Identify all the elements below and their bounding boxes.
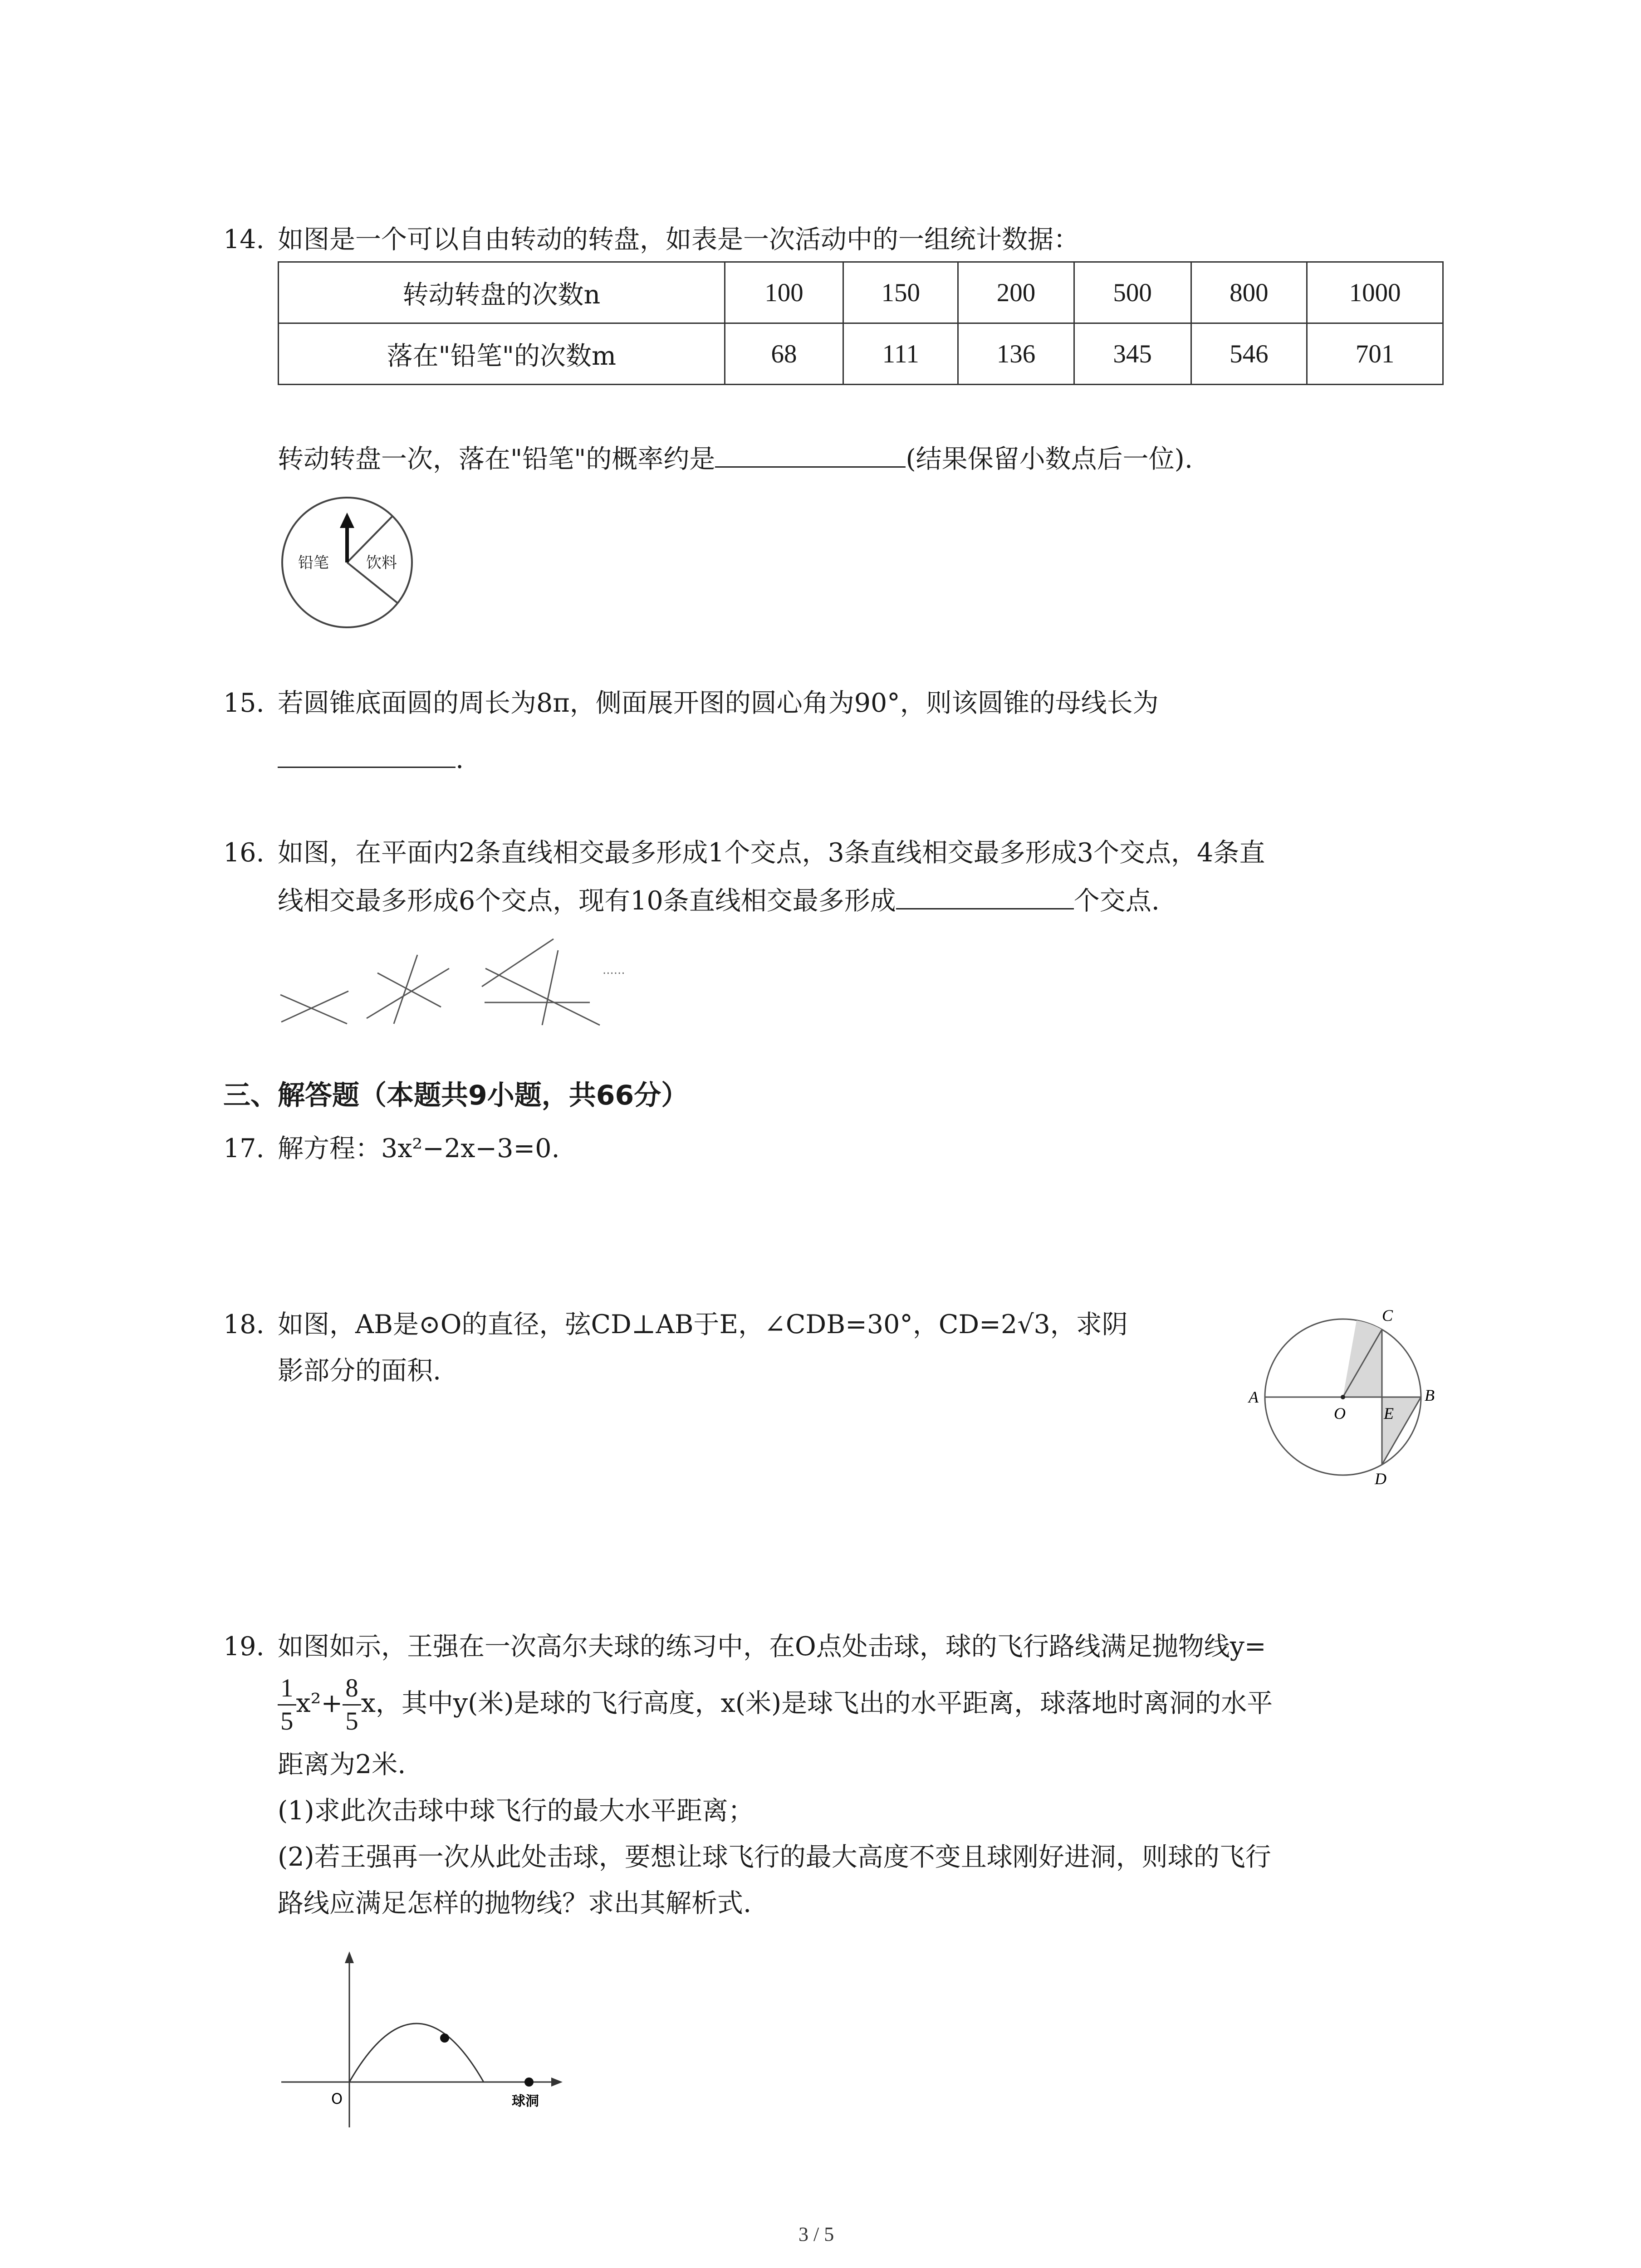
q17-text: 解方程：3x²−2x−3=0. bbox=[278, 1134, 560, 1163]
label-A: A bbox=[1249, 1388, 1259, 1406]
row-label: 落在"铅笔"的次数m bbox=[279, 323, 725, 385]
q18-line1: 如图，AB是⊙O的直径，弦CD⊥AB于E，∠CDB=30°，CD=2√3，求阴 bbox=[278, 1310, 1128, 1339]
q14-question bbox=[278, 439, 1193, 477]
q15-stem: 若圆锥底面圆的周长为8π，侧面展开图的圆心角为90°，则该圆锥的母线长为 bbox=[278, 688, 1159, 718]
spinner-figure bbox=[279, 494, 415, 631]
label-D: D bbox=[1375, 1470, 1386, 1488]
q19-part2-line1: (2)若王强再一次从此处击球，要想让球飞行的最大高度不变且球刚好进洞，则球的飞行 bbox=[278, 1842, 1271, 1872]
section-3-heading: 三、解答题（本题共9小题，共66分） bbox=[223, 1080, 689, 1111]
table-cell: 800 bbox=[1191, 262, 1307, 323]
label-E: E bbox=[1384, 1404, 1394, 1422]
spinner-left-label: 铅笔 bbox=[298, 554, 329, 572]
q14-stem: 如图是一个可以自由转动的转盘，如表是一次活动中的一组统计数据： bbox=[278, 225, 1079, 254]
q19-line2 bbox=[278, 1669, 1273, 1737]
q15-end: . bbox=[456, 744, 464, 774]
q17-number: 17. bbox=[223, 1134, 265, 1163]
q14-number: 14. bbox=[223, 225, 265, 254]
figure-continuation: ...... bbox=[603, 963, 625, 977]
table-cell: 345 bbox=[1074, 323, 1191, 385]
q19-part2-line2: 路线应满足怎样的抛物线？求出其解析式. bbox=[278, 1888, 752, 1918]
table-cell: 150 bbox=[843, 262, 958, 323]
fraction-eight-fifths: $\frac{8}{5}$ bbox=[343, 1672, 361, 1737]
q19-number: 19. bbox=[223, 1632, 265, 1662]
q19-line2-mid: x²+ bbox=[296, 1688, 343, 1718]
q19-line3: 距离为2米. bbox=[278, 1750, 406, 1779]
table-cell: 136 bbox=[958, 323, 1074, 385]
hole-label: 球洞 bbox=[512, 2093, 539, 2109]
table-cell: 68 bbox=[725, 323, 843, 385]
q16-line2-before: 线相交最多形成6个交点，现有10条直线相交最多形成 bbox=[278, 886, 896, 916]
spinner-right-label: 饮料 bbox=[366, 554, 397, 572]
q19-line1: 如图如示，王强在一次高尔夫球的练习中，在O点处击球，球的飞行路线满足抛物线y= bbox=[278, 1632, 1266, 1662]
label-O: O bbox=[1334, 1404, 1346, 1422]
golf-trajectory-figure bbox=[272, 1946, 581, 2136]
q18-line2: 影部分的面积. bbox=[278, 1356, 441, 1386]
table-cell: 200 bbox=[958, 262, 1074, 323]
table-row bbox=[279, 323, 1443, 385]
page-number: 3 / 5 bbox=[798, 2223, 834, 2245]
q16-answer-blank[interactable] bbox=[896, 881, 1074, 909]
table-cell: 1000 bbox=[1307, 262, 1443, 323]
table-cell: 701 bbox=[1307, 323, 1443, 385]
q15-answer-line bbox=[278, 739, 464, 777]
table-cell: 500 bbox=[1074, 262, 1191, 323]
q16-number: 16. bbox=[223, 838, 265, 868]
table-cell: 111 bbox=[843, 323, 958, 385]
row-label: 转动转盘的次数n bbox=[279, 262, 725, 323]
q15-answer-blank[interactable] bbox=[278, 739, 456, 768]
table-row bbox=[279, 262, 1443, 323]
q16-line2-after: 个交点. bbox=[1073, 886, 1160, 916]
origin-label: O bbox=[331, 2090, 343, 2107]
intersecting-lines-figure bbox=[272, 923, 644, 1027]
q14-stats-table bbox=[278, 261, 1444, 385]
q18-number: 18. bbox=[223, 1310, 265, 1339]
q16-line1: 如图，在平面内2条直线相交最多形成1个交点，3条直线相交最多形成3个交点，4条直 bbox=[278, 838, 1265, 868]
q19-part1: (1)求此次击球中球飞行的最大水平距离； bbox=[278, 1796, 754, 1826]
q14-question-before: 转动转盘一次，落在"铅笔"的概率约是 bbox=[278, 444, 715, 474]
q14-question-after: (结果保留小数点后一位). bbox=[906, 444, 1193, 474]
q14-answer-blank[interactable] bbox=[715, 439, 906, 468]
q16-line2 bbox=[278, 881, 1160, 919]
q15-number: 15. bbox=[223, 688, 265, 718]
fraction-one-fifth: $\frac{1}{5}$ bbox=[278, 1672, 296, 1737]
table-cell: 546 bbox=[1191, 323, 1307, 385]
label-B: B bbox=[1425, 1386, 1435, 1404]
q19-line2-rest: x，其中y(米)是球的飞行高度，x(米)是球飞出的水平距离，球落地时离洞的水平 bbox=[361, 1688, 1273, 1718]
table-cell: 100 bbox=[725, 262, 843, 323]
label-C: C bbox=[1382, 1306, 1393, 1325]
circle-geometry-figure bbox=[1243, 1302, 1443, 1492]
